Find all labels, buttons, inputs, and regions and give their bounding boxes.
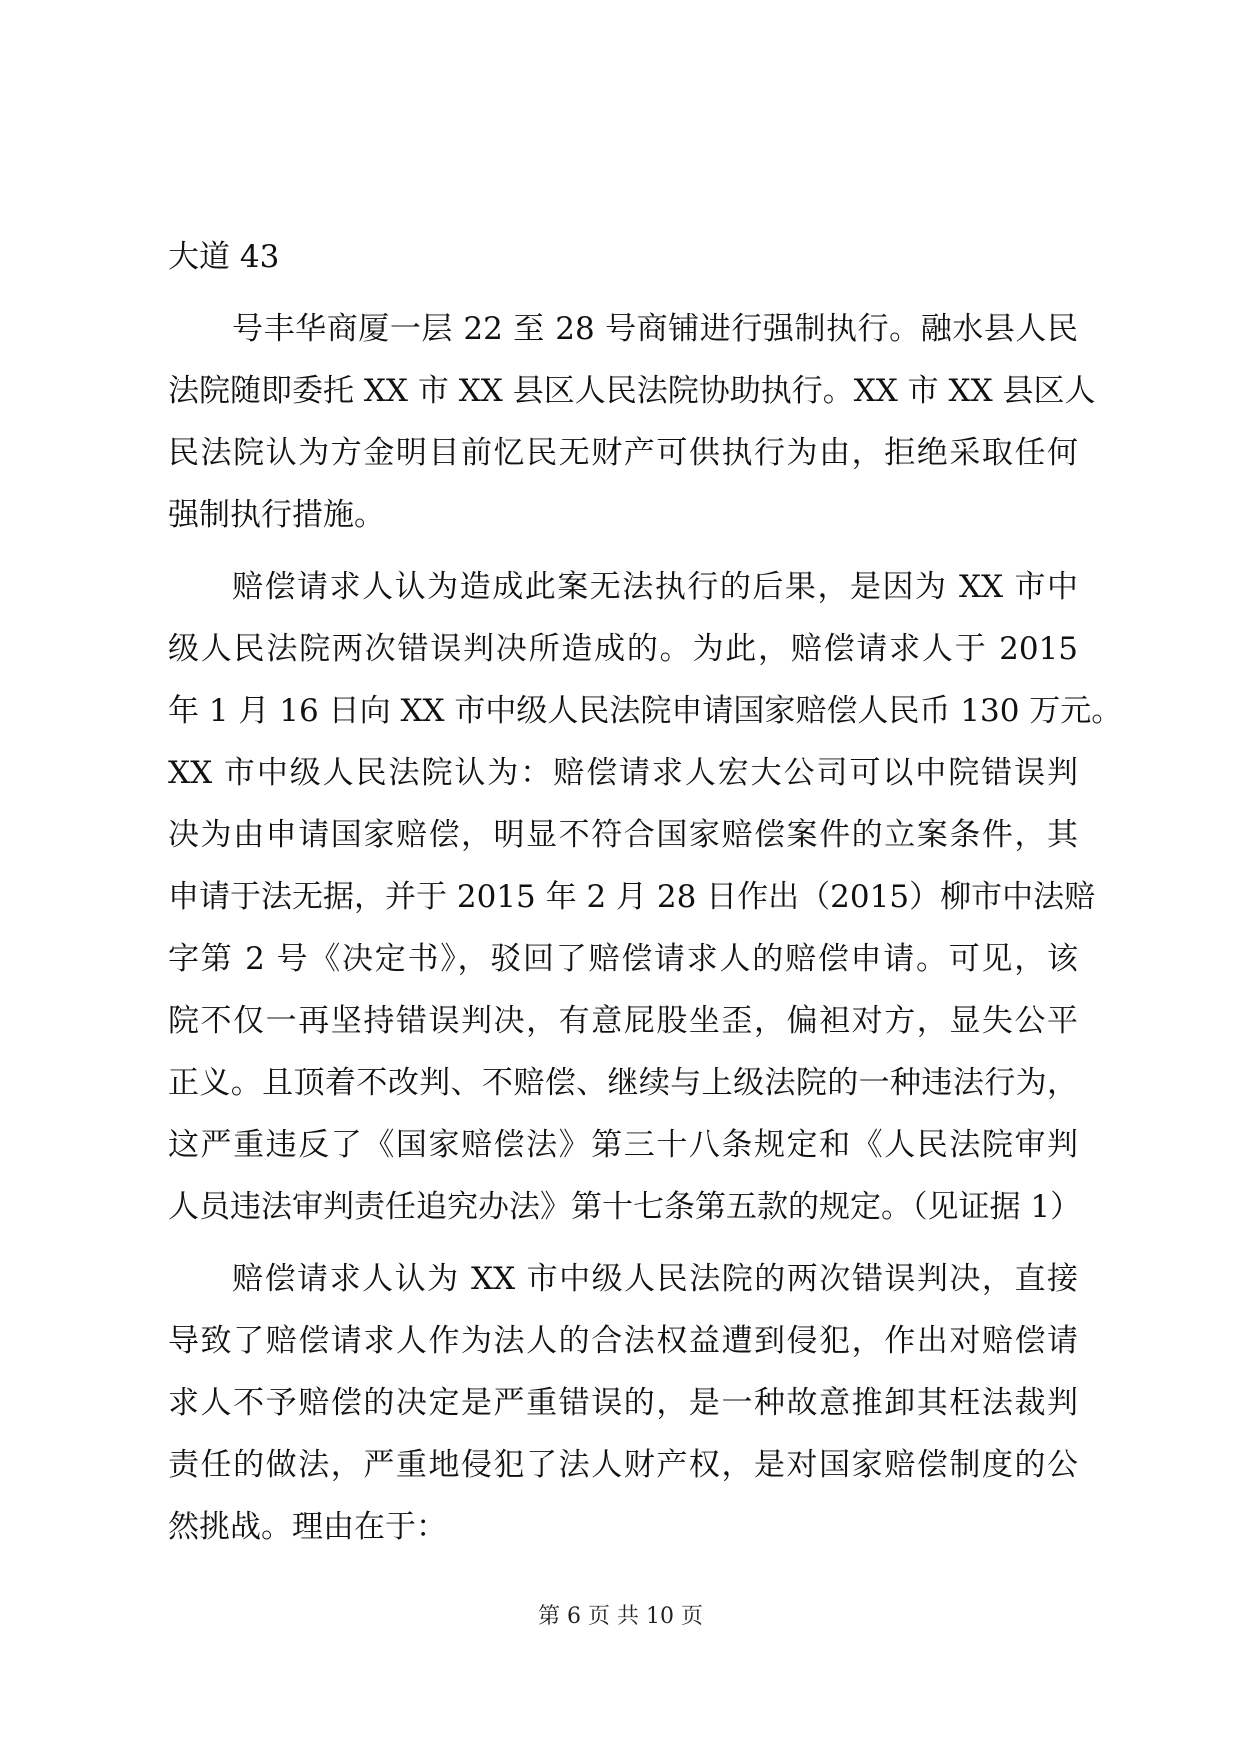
paragraph-1-line: 法院随即委托 XX 市 XX 县区人民法院协助执行。XX 市 XX 县区人 bbox=[168, 373, 1096, 409]
paragraph-2-line: 级人民法院两次错误判决所造成的。为此，赔偿请求人于 2015 bbox=[168, 631, 1078, 667]
paragraph-2-line: XX 市中级人民法院认为：赔偿请求人宏大公司可以中院错误判 bbox=[168, 755, 1078, 791]
paragraph-3-line: 赔偿请求人认为 XX 市中级人民法院的两次错误判决，直接 bbox=[232, 1261, 1078, 1297]
paragraph-2-line: 人员违法审判责任追究办法》第十七条第五款的规定。（见证据 1） bbox=[168, 1189, 1082, 1225]
page-footer: 第 6 页 共 10 页 bbox=[538, 1604, 703, 1629]
paragraph-3-line: 然挑战。理由在于： bbox=[168, 1509, 447, 1545]
paragraph-3-line: 求人不予赔偿的决定是严重错误的，是一种故意推卸其枉法裁判 bbox=[168, 1385, 1078, 1421]
paragraph-2-line: 年 1 月 16 日向 XX 市中级人民法院申请国家赔偿人民币 130 万元。 bbox=[168, 693, 1123, 729]
paragraph-1-line: 民法院认为方金明目前忆民无财产可供执行为由，拒绝采取任何 bbox=[168, 435, 1078, 471]
paragraph-2-line: 正义。且顶着不改判、不赔偿、继续与上级法院的一种违法行为， bbox=[168, 1065, 1078, 1101]
paragraph-1-line: 强制执行措施。 bbox=[168, 497, 385, 533]
paragraph-2-line: 这严重违反了《国家赔偿法》第三十八条规定和《人民法院审判 bbox=[168, 1127, 1078, 1163]
paragraph-3-line: 导致了赔偿请求人作为法人的合法权益遭到侵犯，作出对赔偿请 bbox=[168, 1323, 1078, 1359]
paragraph-2-line: 决为由申请国家赔偿，明显不符合国家赔偿案件的立案条件，其 bbox=[168, 817, 1078, 853]
paragraph-2-line: 院不仅一再坚持错误判决，有意屁股坐歪，偏袒对方，显失公平 bbox=[168, 1003, 1078, 1039]
paragraph-2-line: 申请于法无据，并于 2015 年 2 月 28 日作出（2015）柳市中法赔 bbox=[168, 879, 1096, 915]
paragraph-1-line: 号丰华商厦一层 22 至 28 号商铺进行强制执行。融水县人民 bbox=[232, 311, 1078, 347]
document-body bbox=[168, 226, 1123, 1558]
paragraph-2-line: 赔偿请求人认为造成此案无法执行的后果，是因为 XX 市中 bbox=[232, 569, 1078, 605]
text-line: 大道 43 bbox=[168, 239, 280, 275]
paragraph-2-line: 字第 2 号《决定书》，驳回了赔偿请求人的赔偿申请。可见，该 bbox=[168, 941, 1078, 977]
paragraph-3-line: 责任的做法，严重地侵犯了法人财产权，是对国家赔偿制度的公 bbox=[168, 1447, 1078, 1483]
